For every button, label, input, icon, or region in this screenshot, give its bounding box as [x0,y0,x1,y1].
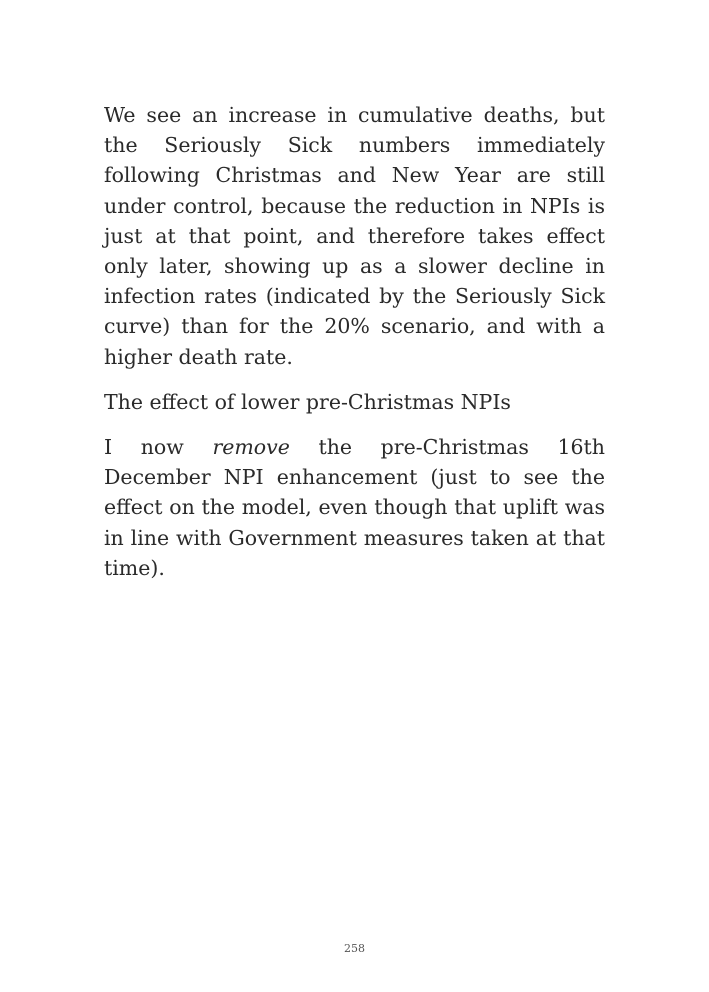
paragraph-text-end: the pre-Christmas 16th December NPI enhancement (just to see the effect on the model, even though that uplift was in line with Government measures taken at that time). [104,435,605,580]
paragraph-text-start: I now [104,435,213,460]
section-heading: The effect of lower pre-Christmas NPIs [104,389,511,414]
paragraph-npi-removal [104,432,605,583]
emphasized-word: remove [212,435,290,460]
page-number: 258 [344,942,365,955]
body-text [104,100,605,598]
paragraph-deaths-analysis: We see an increase in cumulative deaths, but the Seriously Sick numbers immediately following Christmas and New Year are still under control, because the reduction in NPIs is just at that point, and therefore takes effect only later, showing up as a slower decline in infection rates (indicated by the Seriously Sick curve) than for the 20% scenario, and with a higher death rate. [104,103,605,369]
